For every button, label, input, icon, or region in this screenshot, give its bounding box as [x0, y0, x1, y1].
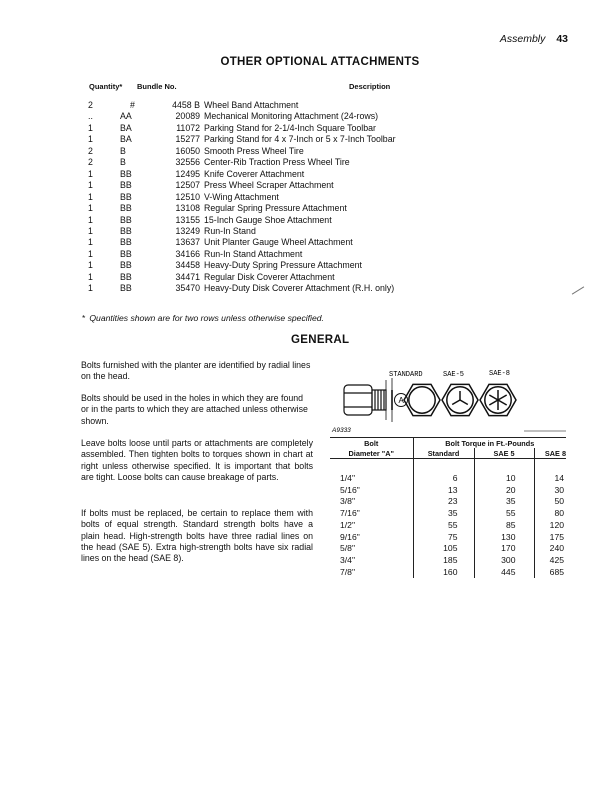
standard-torque-cell: 160 — [413, 567, 474, 579]
paragraph-bolt-usage: Bolts should be used in the holes in which they are found or in the parts to which they are attached unless otherwise shown. — [81, 393, 308, 426]
attachment-row — [88, 283, 396, 294]
sae8-torque-cell: 120 — [534, 520, 566, 532]
bundle-prefix-cell: BB — [120, 271, 132, 282]
bundle-number-cell: 13108 — [175, 203, 200, 214]
bundle-number-cell: 32556 — [175, 157, 200, 168]
torque-row — [330, 496, 566, 508]
sae8-torque-cell: 30 — [534, 485, 566, 497]
description-cell: Heavy-Duty Spring Pressure Attachment — [204, 260, 362, 271]
quantity-cell: 1 — [88, 225, 93, 236]
sae5-torque-cell: 10 — [474, 473, 534, 485]
header-sae5: SAE 5 — [474, 448, 534, 459]
col-description-header: Description — [349, 82, 391, 91]
torque-row — [330, 567, 566, 579]
header-torque: Bolt Torque in Ft.-Pounds — [413, 438, 566, 449]
attachment-row — [88, 180, 396, 191]
standard-torque-cell: 23 — [413, 496, 474, 508]
quantity-cell: 1 — [88, 134, 93, 145]
bundle-number-cell: 16050 — [175, 145, 200, 156]
bundle-prefix-cell: BB — [120, 283, 132, 294]
label-standard: STANDARD — [389, 371, 423, 379]
standard-torque-cell: 185 — [413, 555, 474, 567]
diameter-cell: 1/2" — [340, 519, 355, 530]
header-standard: Standard — [413, 448, 474, 459]
quantity-cell: 1 — [88, 203, 93, 214]
bundle-number-cell: 34458 — [175, 260, 200, 271]
torque-row — [330, 555, 566, 567]
diameter-cell: 5/8" — [340, 543, 355, 554]
attachment-row — [88, 146, 396, 157]
description-cell: Unit Planter Gauge Wheel Attachment — [204, 237, 353, 248]
quantity-cell: 2 — [88, 145, 93, 156]
footnote — [82, 313, 324, 323]
attachment-row — [88, 111, 396, 122]
bundle-prefix-cell: B — [120, 157, 126, 168]
attachment-row — [88, 272, 396, 283]
quantity-cell: 1 — [88, 180, 93, 191]
dimension-letter: A — [398, 396, 404, 405]
torque-row — [330, 485, 566, 497]
description-cell: Regular Spring Pressure Attachment — [204, 203, 347, 214]
bundle-number-cell: 12507 — [175, 180, 200, 191]
bundle-prefix-cell: BB — [120, 237, 132, 248]
description-cell: Parking Stand for 4 x 7-Inch or 5 x 7-Inch Toolbar — [204, 134, 396, 145]
bolt-head-diagram — [330, 360, 570, 436]
torque-header-row-1 — [330, 438, 566, 449]
attachment-row — [88, 100, 396, 111]
bundle-prefix-cell: BB — [120, 203, 132, 214]
attachment-row — [88, 237, 396, 248]
torque-row — [330, 543, 566, 555]
torque-row — [330, 532, 566, 544]
sae5-head-icon — [442, 384, 478, 415]
bundle-prefix-cell: BB — [120, 180, 132, 191]
description-cell: Run-In Stand — [204, 225, 256, 236]
diameter-cell: 3/8" — [340, 496, 355, 507]
attachment-row — [88, 260, 396, 271]
torque-row — [330, 508, 566, 520]
description-cell: Parking Stand for 2-1/4-Inch Square Toolbar — [204, 122, 376, 133]
quantity-cell: 1 — [88, 271, 93, 282]
standard-torque-cell: 105 — [413, 543, 474, 555]
standard-torque-cell: 55 — [413, 520, 474, 532]
bundle-prefix-cell: AA — [120, 111, 132, 122]
header-sae8: SAE 8 — [534, 448, 566, 459]
standard-torque-cell: 35 — [413, 508, 474, 520]
sae5-torque-cell: 300 — [474, 555, 534, 567]
bundle-number-cell: 35470 — [175, 283, 200, 294]
footnote-text: Quantities shown are for two rows unless otherwise specified. — [89, 313, 324, 323]
diameter-cell: 7/8" — [340, 566, 355, 577]
diameter-cell: 3/4" — [340, 554, 355, 565]
sae8-torque-cell: 175 — [534, 532, 566, 544]
sae8-torque-cell: 425 — [534, 555, 566, 567]
attachment-row — [88, 249, 396, 260]
description-cell: Center-Rib Traction Press Wheel Tire — [204, 157, 350, 168]
standard-torque-cell: 13 — [413, 485, 474, 497]
sae5-torque-cell: 55 — [474, 508, 534, 520]
torque-header-row-2 — [330, 448, 566, 459]
quantity-cell: 1 — [88, 260, 93, 271]
bundle-number-cell: 13155 — [175, 214, 200, 225]
sae8-torque-cell: 14 — [534, 473, 566, 485]
sae5-torque-cell: 35 — [474, 496, 534, 508]
bundle-prefix-cell: B — [120, 145, 126, 156]
attachment-row — [88, 157, 396, 168]
col-bundle-header: Bundle No. — [137, 82, 177, 91]
footnote-mark: * — [82, 313, 86, 323]
bundle-number-cell: 12510 — [175, 191, 200, 202]
standard-torque-cell: 6 — [413, 473, 474, 485]
attachment-row — [88, 123, 396, 134]
sae5-torque-cell: 445 — [474, 567, 534, 579]
page-header — [500, 33, 568, 45]
sae8-torque-cell: 80 — [534, 508, 566, 520]
quantity-cell: 1 — [88, 214, 93, 225]
sae5-torque-cell: 20 — [474, 485, 534, 497]
quantity-cell: 1 — [88, 248, 93, 259]
quantity-cell: .. — [88, 111, 93, 122]
paragraph-bolt-tightening: Leave bolts loose until parts or attachments are completely assembled. Then tighten bolts to torques shown in chart at right unless otherwise specified. It is important that bolts are tight. Loose bolts can cause breakage of parts. — [81, 438, 313, 482]
bundle-number-cell: 15277 — [175, 134, 200, 145]
general-title: GENERAL — [291, 334, 350, 346]
attachment-row — [88, 215, 396, 226]
bundle-prefix-cell: BB — [120, 225, 132, 236]
description-cell: Run-In Stand Attachment — [204, 248, 303, 259]
bundle-number-cell: 34471 — [175, 271, 200, 282]
bundle-number-cell: 12495 — [175, 168, 200, 179]
description-cell: Knife Coverer Attachment — [204, 168, 305, 179]
attachment-row — [88, 226, 396, 237]
page-number: 43 — [556, 33, 568, 45]
paragraph-bolt-identification: Bolts furnished with the planter are identified by radial lines on the head. — [81, 360, 311, 382]
attachment-row — [88, 192, 396, 203]
attachment-row — [88, 203, 396, 214]
description-cell: Wheel Band Attachment — [204, 100, 299, 110]
stray-mark — [572, 286, 584, 294]
description-cell: 15-Inch Gauge Shoe Attachment — [204, 214, 332, 225]
quantity-cell: 1 — [88, 122, 93, 133]
bundle-prefix-cell: BB — [120, 248, 132, 259]
bundle-prefix-cell: BB — [120, 168, 132, 179]
bolt-torque-table — [330, 437, 566, 578]
attachments-title: OTHER OPTIONAL ATTACHMENTS — [220, 56, 420, 68]
torque-row — [330, 473, 566, 485]
description-cell: Smooth Press Wheel Tire — [204, 145, 304, 156]
bundle-prefix-cell: BB — [120, 260, 132, 271]
sae5-torque-cell: 170 — [474, 543, 534, 555]
standard-head-icon — [404, 384, 440, 415]
bundle-number-cell: 13249 — [175, 225, 200, 236]
quantity-cell: 1 — [88, 191, 93, 202]
quantity-cell: 1 — [88, 168, 93, 179]
standard-torque-cell: 75 — [413, 532, 474, 544]
header-diameter: Diameter "A" — [330, 448, 413, 459]
header-bolt: Bolt — [330, 438, 413, 449]
attachment-row — [88, 134, 396, 145]
bundle-number-cell: 34166 — [175, 248, 200, 259]
bundle-number-cell: 20089 — [175, 111, 200, 122]
diameter-cell: 7/16" — [340, 508, 360, 519]
bundle-prefix-cell: BA — [120, 122, 132, 133]
quantity-cell: 2 — [88, 100, 93, 110]
quantity-cell: 1 — [88, 283, 93, 294]
bundle-prefix-cell: BB — [120, 191, 132, 202]
label-sae8: SAE-8 — [489, 370, 511, 378]
bundle-prefix-cell: BB — [120, 214, 132, 225]
bundle-number-cell: 11072 — [176, 122, 200, 133]
description-cell: Press Wheel Scraper Attachment — [204, 180, 334, 191]
attachments-table-body — [88, 100, 396, 295]
attachment-row — [88, 169, 396, 180]
sae8-torque-cell: 50 — [534, 496, 566, 508]
sae8-torque-cell: 240 — [534, 543, 566, 555]
diameter-cell: 1/4" — [340, 473, 355, 483]
sae8-torque-cell: 685 — [534, 567, 566, 579]
paragraph-bolt-replacement: If bolts must be replaced, be certain to replace them with bolts of equal strength. Standard strength bolts have a plain head. High-strength bolts have three radial lines on the head (SAE 5). Extra high-strength bolts have six radial lines on the head (SAE 8). — [81, 508, 313, 564]
sae5-torque-cell: 85 — [474, 520, 534, 532]
bundle-number-cell: 13637 — [175, 237, 200, 248]
diameter-cell: 5/16" — [340, 484, 360, 495]
quantity-cell: 2 — [88, 157, 93, 168]
col-quantity-header: Quantity* — [89, 82, 123, 91]
sae8-head-icon — [480, 384, 516, 415]
torque-table-body — [330, 459, 566, 579]
label-sae5: SAE-5 — [443, 371, 465, 379]
bundle-prefix-cell: # — [130, 100, 135, 110]
torque-row — [330, 520, 566, 532]
description-cell: V-Wing Attachment — [204, 191, 279, 202]
diameter-cell: 9/16" — [340, 531, 360, 542]
bundle-number-cell: 4458 B — [172, 100, 200, 110]
section-name: Assembly — [499, 33, 546, 45]
description-cell: Heavy-Duty Disk Coverer Attachment (R.H. only) — [204, 283, 395, 294]
sae5-torque-cell: 130 — [474, 532, 534, 544]
figure-id: A9333 — [332, 427, 351, 434]
description-cell: Mechanical Monitoring Attachment (24-rows) — [204, 111, 379, 122]
bundle-prefix-cell: BA — [120, 134, 132, 145]
quantity-cell: 1 — [88, 237, 93, 248]
attachments-table — [88, 100, 396, 295]
description-cell: Regular Disk Coverer Attachment — [204, 271, 335, 282]
